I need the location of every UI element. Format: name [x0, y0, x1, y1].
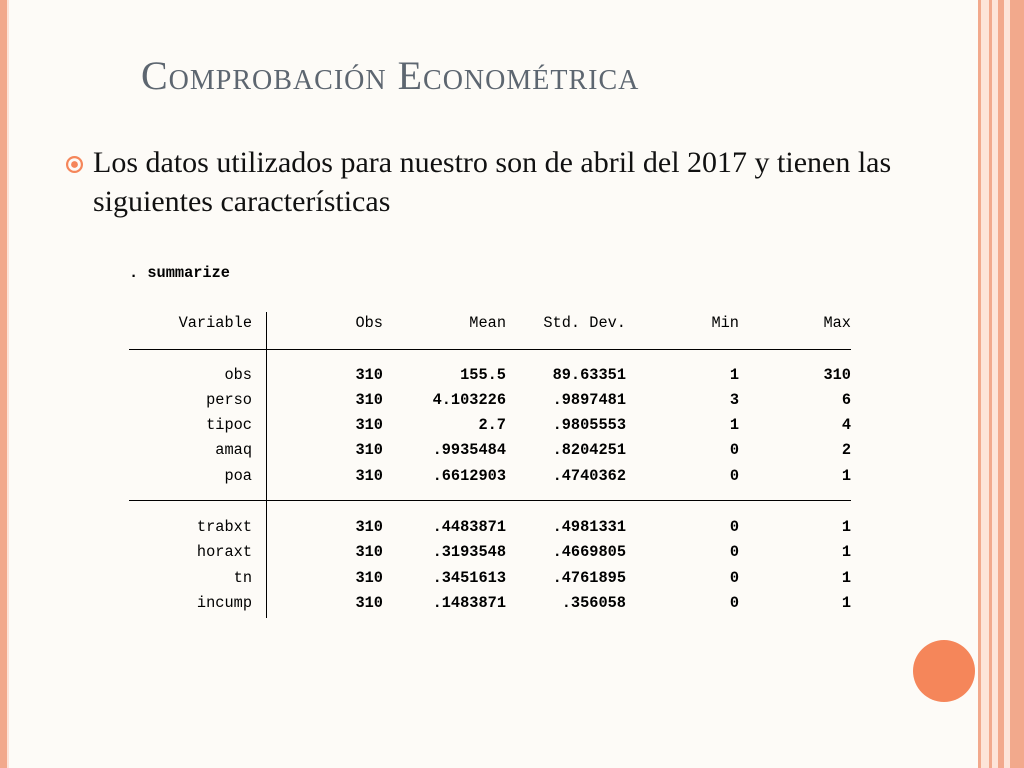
table-cell: .9805553	[552, 416, 626, 434]
table-cell: .9897481	[552, 391, 626, 409]
bullet-icon	[66, 156, 83, 173]
table-cell: .4483871	[432, 518, 506, 536]
table-cell: 3	[729, 391, 739, 409]
table-cell: 2	[841, 441, 851, 459]
column-header: Mean	[469, 314, 506, 332]
table-cell: 1	[841, 543, 851, 561]
table-cell: 310	[823, 366, 851, 384]
column-header: Min	[711, 314, 739, 332]
variable-name: obs	[224, 366, 252, 384]
table-cell: .3193548	[432, 543, 506, 561]
table-cell: 1	[729, 366, 739, 384]
right-frame-stripe	[981, 0, 989, 768]
table-cell: 310	[355, 366, 383, 384]
table-cell: 4.103226	[432, 391, 506, 409]
header-rule	[129, 349, 851, 350]
table-cell: 1	[729, 416, 739, 434]
column-header: Variable	[178, 314, 252, 332]
summary-table	[125, 262, 855, 622]
group-rule	[129, 500, 851, 501]
table-cell: 0	[729, 441, 739, 459]
stata-command: . summarize	[129, 264, 230, 282]
slide-title: Comprobación Econométrica	[141, 53, 640, 98]
column-header: Max	[823, 314, 851, 332]
table-cell: 0	[729, 569, 739, 587]
variable-name: poa	[224, 467, 252, 485]
table-cell: 1	[841, 467, 851, 485]
column-header: Obs	[355, 314, 383, 332]
variable-name: amaq	[215, 441, 252, 459]
table-cell: 1	[841, 569, 851, 587]
left-frame-stripe	[0, 0, 7, 768]
table-cell: 1	[841, 518, 851, 536]
right-frame-stripe	[1010, 0, 1024, 768]
table-cell: 310	[355, 416, 383, 434]
variable-name: incump	[196, 594, 252, 612]
table-cell: 310	[355, 543, 383, 561]
variable-name: perso	[206, 391, 252, 409]
table-cell: .4761895	[552, 569, 626, 587]
table-cell: .6612903	[432, 467, 506, 485]
table-cell: 310	[355, 467, 383, 485]
bullet-text: Los datos utilizados para nuestro son de abril del 2017 y tienen las siguientes características	[93, 146, 892, 218]
variable-name: trabxt	[196, 518, 252, 536]
table-cell: 0	[729, 594, 739, 612]
column-header: Std. Dev.	[543, 314, 626, 332]
table-cell: 89.63351	[552, 366, 626, 384]
table-cell: 2.7	[478, 416, 506, 434]
table-cell: .1483871	[432, 594, 506, 612]
table-cell: .4981331	[552, 518, 626, 536]
variable-name: tn	[233, 569, 252, 587]
table-cell: 310	[355, 569, 383, 587]
table-cell: 155.5	[460, 366, 506, 384]
table-cell: 0	[729, 518, 739, 536]
left-frame-inner-stripe	[7, 0, 9, 768]
table-cell: .3451613	[432, 569, 506, 587]
accent-circle	[913, 640, 975, 702]
table-cell: 6	[841, 391, 851, 409]
table-cell: 310	[355, 518, 383, 536]
table-cell: 310	[355, 391, 383, 409]
table-cell: .356058	[561, 594, 626, 612]
table-cell: .4740362	[552, 467, 626, 485]
table-cell: 0	[729, 543, 739, 561]
column-divider	[266, 312, 267, 618]
table-cell: .4669805	[552, 543, 626, 561]
table-cell: 4	[841, 416, 851, 434]
table-cell: 310	[355, 594, 383, 612]
table-cell: 310	[355, 441, 383, 459]
table-cell: .9935484	[432, 441, 506, 459]
variable-name: tipoc	[206, 416, 252, 434]
table-cell: .8204251	[552, 441, 626, 459]
table-cell: 1	[841, 594, 851, 612]
variable-name: horaxt	[196, 543, 252, 561]
table-cell: 0	[729, 467, 739, 485]
